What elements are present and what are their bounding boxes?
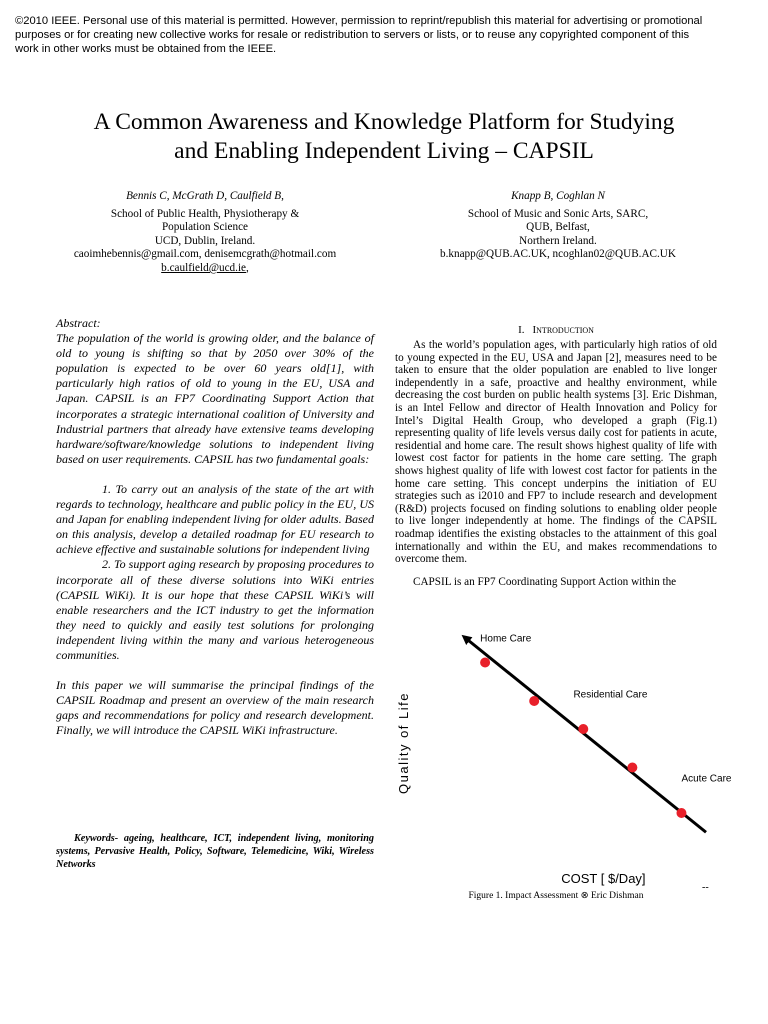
email-separator: ,	[246, 261, 249, 274]
paper-title	[30, 108, 738, 166]
chart-annotation: Acute Care	[681, 773, 732, 785]
affiliation-line: School of Public Health, Physiotherapy &	[110, 207, 300, 220]
author-block-left	[40, 190, 370, 276]
data-point	[578, 724, 588, 734]
figure-1	[396, 628, 732, 888]
author-email-line	[40, 262, 370, 276]
affiliation-line: QUB, Belfast,	[526, 221, 590, 234]
data-point	[627, 763, 637, 773]
abstract-paragraph: The population of the world is growing older, and the balance of old to young is shifting so that by 2050 over 30% of the population is expected to be over 60 years old[1], with particularly high ratios of old to young in the EU, USA and Japan. CAPSIL is an FP7 Coordinating Support Action that incorporates a strategic international coalition of University and Industrial partners that already have extensive teams developing hardware/software/knowledge solutions to independent living based on user requirements. CAPSIL has two fundamental goals:	[56, 331, 374, 466]
section-title: ntroduction	[536, 324, 594, 336]
figure-dash: --	[702, 882, 709, 893]
author-emails: b.knapp@QUB.AC.UK, ncoghlan02@QUB.AC.UK	[440, 248, 676, 261]
abstract-goal-1: 1. To carry out an analysis of the state of the art with regards to technology, healthcare and public policy in the EU, US and Japan for enabling independent living for older adults. Based on this analysis, develop a detailed roadmap for EU research to achieve effective and sustainable solutions for independent living	[56, 481, 374, 557]
author-names: Bennis C, McGrath D, Caulfield B,	[126, 190, 284, 202]
keywords	[56, 832, 374, 871]
body-paragraph: As the world’s population ages, with particularly high ratios of old to young expected in the EU, USA and Japan [2], measures need to be taken to ensure that the older population are enabled to live longer independently in a safe, proactive and healthy environment, while decreasing the cost burden on public health systems [3]. Eric Dishman, is an Intel Fellow and director of Health Innovation and Policy for Intel’s Digital Health Group, who developed a graph (Fig.1) representing quality of life levels versus daily cost for patients in acute, residential and home care. The result shows highest quality of life with lowest cost factor for patients in the home care setting. The graph shows highest quality of life with lowest cost factor for patients in the home care setting. This concept underpins the initiation of EU strategies such as i2010 and FP7 to include research and development (R&D) projects focused on finding solutions to enabling older people to live longer independently at home. The findings of the CAPSIL roadmap identifies the existing obstacles to the attainment of this goal internationally and within the EU, and makes recommendations to overcome them.	[395, 339, 717, 566]
data-point	[529, 696, 539, 706]
x-axis-label: COST [ $/Day]	[561, 871, 646, 886]
trend-line	[465, 638, 706, 832]
title-line-2: and Enabling Independent Living – CAPSIL	[174, 138, 594, 164]
abstract-paragraph: In this paper we will summarise the principal findings of the CAPSIL Roadmap and present an overview of the main research gaps and recommendations for policy and research development. Finally, we will introduce the CAPSIL WiKi infrastructure.	[56, 678, 374, 738]
author-block-right	[393, 190, 723, 262]
affiliation-line: School of Music and Sonic Arts, SARC,	[467, 207, 649, 220]
abstract-heading: Abstract:	[56, 316, 101, 330]
keywords-text: Keywords- ageing, healthcare, ICT, independent living, monitoring systems, Pervasive Health, Policy, Software, Telemedicine, Wiki, Wireless Networks	[56, 833, 374, 870]
chart-annotation: Home Care	[480, 633, 532, 645]
affiliation-line: UCD, Dublin, Ireland.	[154, 234, 256, 247]
author-emails: caoimhebennis@gmail.com, denisemcgrath@hotmail.com	[73, 248, 337, 261]
author-names: Knapp B, Coghlan N	[511, 190, 605, 202]
chart-annotation: Residential Care	[573, 689, 648, 701]
data-point	[676, 808, 686, 818]
body-paragraph: CAPSIL is an FP7 Coordinating Support Action within the	[413, 575, 677, 588]
data-point	[480, 658, 490, 668]
introduction-body	[395, 339, 717, 588]
section-heading	[395, 324, 717, 337]
y-axis-label: Quality of Life	[396, 692, 411, 794]
abstract	[56, 316, 374, 738]
affiliation-line: Population Science	[161, 221, 249, 234]
title-line-1: A Common Awareness and Knowledge Platform for Studying	[93, 109, 675, 135]
quality-cost-chart	[396, 628, 732, 888]
abstract-goal-2: 2. To support aging research by proposing procedures to incorporate all of these diverse solutions into WiKi entries (CAPSIL WiKi). It is our hope that these CAPSIL WiKi’s will enable researchers and the ICT industry to get the information they need to quickly and easily test solutions for prolonging independent living within the many and various heterogeneous communities.	[56, 557, 374, 662]
email-link[interactable]: b.caulfield@ucd.ie	[161, 261, 247, 274]
figure-caption: Figure 1. Impact Assessment ⊗ Eric Dishman	[468, 891, 644, 901]
copyright-notice: ©2010 IEEE. Personal use of this material is permitted. However, permission to reprint/republish this material for advertising or promotional purposes or for creating new collective works for resale or redistribution to servers or lists, or to reuse any copyrighted component of this work in other works must be obtained from the IEEE.	[15, 15, 703, 55]
section-number: I.	[518, 324, 525, 336]
section-first-letter: I	[532, 324, 537, 336]
affiliation-line: Northern Ireland.	[519, 234, 597, 247]
